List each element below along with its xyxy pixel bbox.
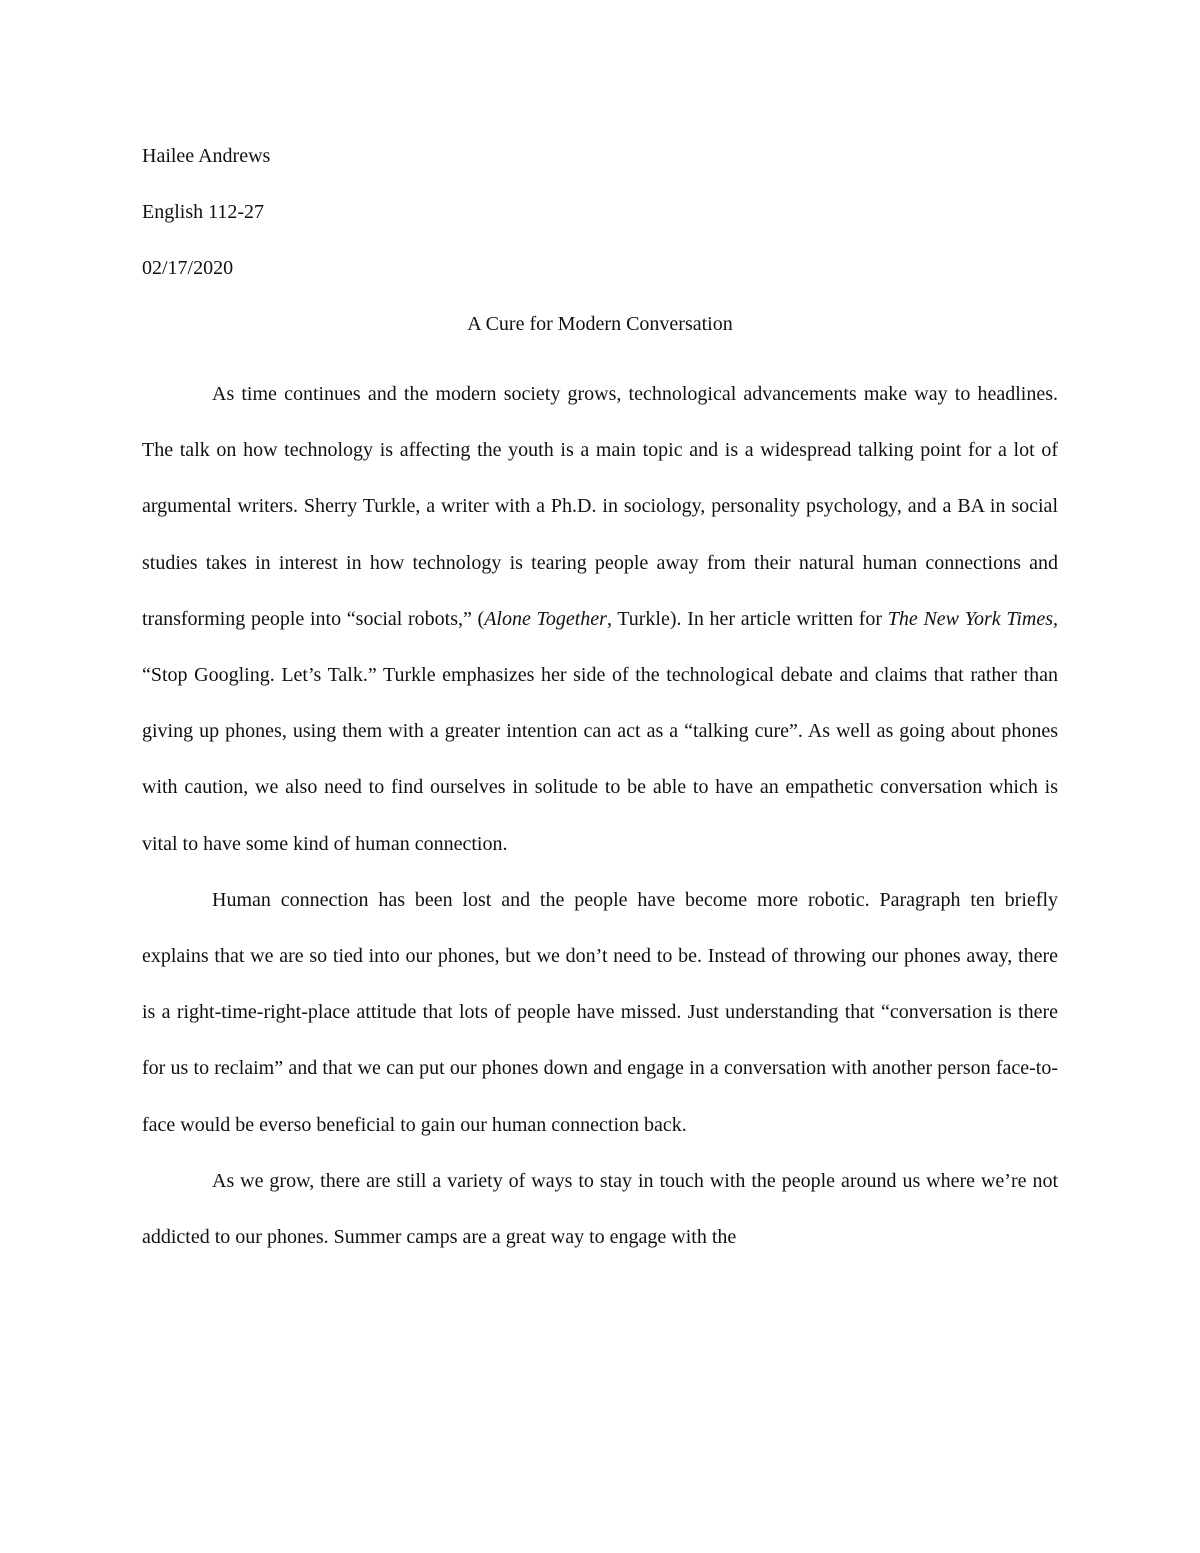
paragraph-3: As we grow, there are still a variety of ways to stay in touch with the people around us where we’re not addicted to our phones. Summer camps are a great way to engage with the: [142, 1169, 1058, 1249]
document-date: 02/17/2020: [142, 257, 234, 279]
paragraph-2: Human connection has been lost and the people have become more robotic. Paragraph ten briefly explains that we are so tied into our phones, but we don’t need to be. Instead of throwing our phones away, there is a right-time-right-place attitude that lots of people have missed. Just understanding that “conversation is there for us to reclaim” and that we can put our phones down and engage in a conversation with another person face-to-face would be everso beneficial to gain our human connection back.: [142, 888, 1058, 1136]
paragraph-1-text-a: As time continues and the modern society grows, technological advancements make way to headlines. The talk on how technology is affecting the youth is a main topic and is a widespread talking point for a lot of argumental writers. Sherry Turkle, a writer with a Ph.D. in sociology, personality psychology, and a BA in social studies takes in interest in how technology is tearing people away from their natural human connections and transforming people into “social robots,” (: [142, 383, 1058, 630]
paragraph-1-text-c: “Stop Googling. Let’s Talk.” Turkle emphasizes her side of the technological debate and claims that rather than giving up phones, using them with a greater intention can act as a “talking cure”. As well as going about phones with caution, we also need to find ourselves in solitude to be able to have an empathetic conversation which is vital to have some kind of human connection.: [142, 664, 1058, 855]
author-name: Hailee Andrews: [142, 145, 271, 167]
course-name: English 112-27: [142, 201, 265, 223]
essay-body: [142, 366, 1058, 1265]
book-title: Alone Together: [484, 607, 607, 630]
essay-title: A Cure for Modern Conversation: [467, 313, 733, 335]
paragraph-1: [142, 366, 1058, 872]
publication-title: The New York Times,: [887, 607, 1058, 630]
paragraph-1-text-b: , Turkle). In her article written for: [606, 607, 888, 630]
